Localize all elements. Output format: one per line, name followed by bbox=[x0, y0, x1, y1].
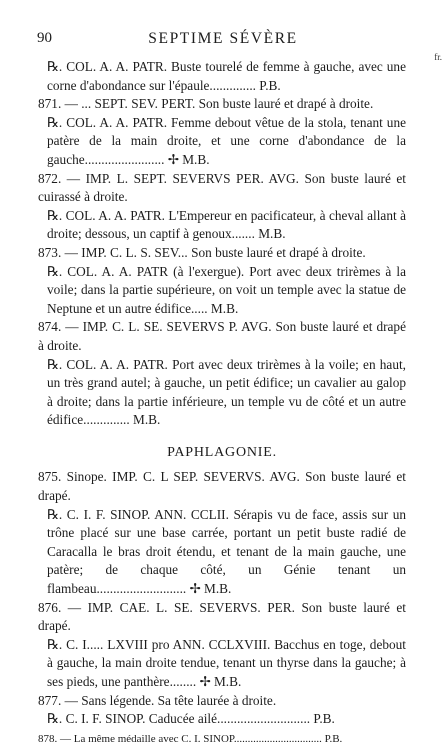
coin-entry: 875. Sinope. IMP. C. L SEP. SEVERVS. AVG. Son buste lauré et drapé. bbox=[38, 469, 406, 504]
margin-note: fr. bbox=[434, 52, 442, 62]
reverse-description: ℞. COL. A. A. PATR. Port avec deux trirèmes à la voile; en haut, un très grand autel; à gauche, un petit édifice; un cavalier au galop à droite; dans la partie inférieure, un temple vu de côté et un autre édifice.............. M.B. bbox=[47, 356, 406, 428]
reverse-description: ℞. COL. A. A. PATR. Buste tourelé de femme à gauche, avec une corne d'abondance sur l'épaule.............. P.B. bbox=[47, 59, 406, 93]
running-title: SEPTIME SÉVÈRE bbox=[148, 30, 298, 47]
reverse-description: ℞. COL. A. A. PATR. L'Empereur en pacificateur, à cheval allant à droite; dessous, un captif à genoux....... M.B. bbox=[47, 207, 406, 242]
page-header bbox=[0, 30, 446, 50]
coin-entry: 874. — IMP. C. L. SE. SEVERVS P. AVG. Son buste lauré et drapé à droite. bbox=[38, 319, 406, 353]
reverse-description: ℞. C. I. F. SINOP. ANN. CCLII. Sérapis vu de face, assis sur un trône placé sur une base carrée, portant un petit buste radié de Caracalla le bras droit étendu, et tenant de la main gauche, une patère; de chaque côté, un Génie tenant un flambeau........................... ✢ M.B. bbox=[47, 506, 406, 597]
coin-entry: 872. — IMP. L. SEPT. SEVERVS PER. AVG. Son buste lauré et cuirassé à droite. bbox=[38, 170, 406, 205]
coin-entry: 876. — IMP. CAE. L. SE. SEVERVS. PER. Son buste lauré et drapé. bbox=[38, 599, 406, 634]
section-heading: PAPHLAGONIE. bbox=[167, 444, 277, 460]
coin-entry: 877. — Sans légende. Sa tête laurée à droite. bbox=[38, 692, 277, 708]
coin-entry: 878. — La même médaille avec C. I. SINOP................................ P.B. bbox=[38, 732, 343, 745]
reverse-description: ℞. C. I. F. SINOP. Caducée ailé............................ P.B. bbox=[47, 711, 335, 727]
reverse-description: ℞. C. I..... LXVIII pro ANN. CCLXVIII. Bacchus en toge, debout à gauche, la main droite tendue, tenant un thyrse dans la gauche; à ses pieds, une panthère........ ✢ M.B. bbox=[47, 636, 406, 689]
reverse-description: ℞. COL. A. A. PATR. Femme debout vêtue de la stola, tenant une patère de la main droite, et une corne d'abondance de la gauche........................ ✢ M.B. bbox=[47, 114, 406, 167]
coin-entry: 873. — IMP. C. L. S. SEV... Son buste lauré et drapé à droite. bbox=[38, 244, 366, 260]
catalogue-text bbox=[38, 58, 406, 747]
reverse-description: ℞. COL. A. A. PATR (à l'exergue). Port avec deux trirèmes à la voile; dans la partie supérieure, on voit un temple avec la statue de Neptune et un autre édifice..... M.B. bbox=[47, 263, 406, 316]
page-number: 90 bbox=[37, 30, 52, 46]
coin-entry: 871. — ... SEPT. SEV. PERT. Son buste lauré et drapé à droite. bbox=[38, 96, 374, 112]
